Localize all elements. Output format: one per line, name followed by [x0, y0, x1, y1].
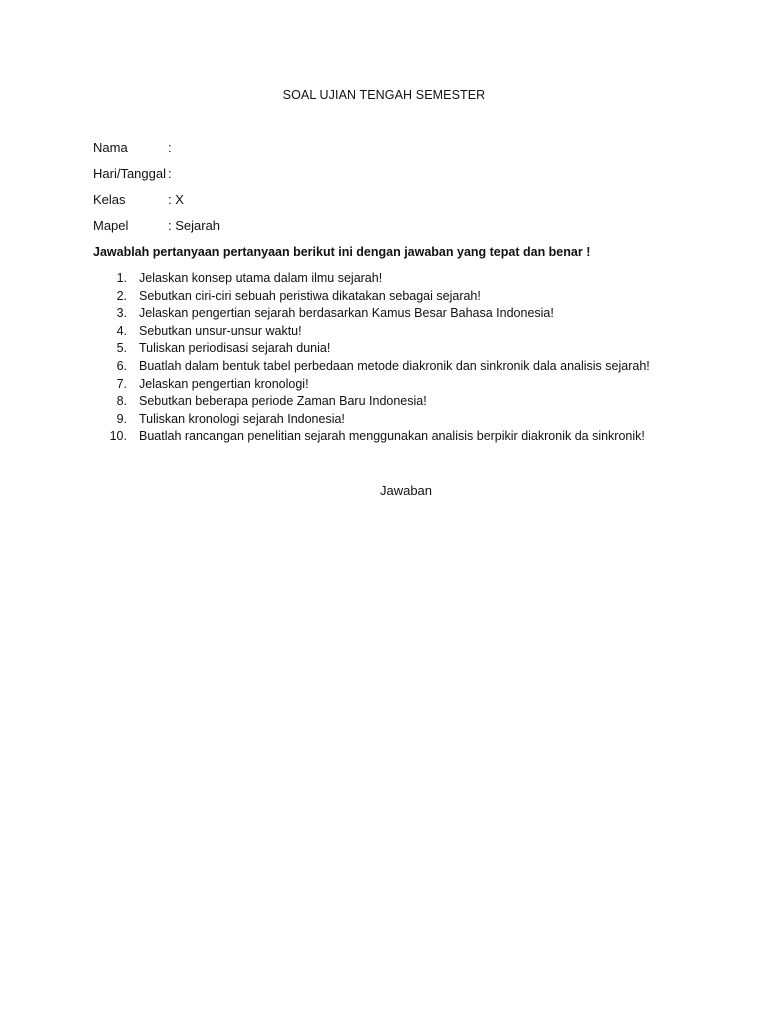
field-mapel — [93, 217, 220, 235]
question-number: 1. — [116, 271, 127, 285]
question-text: Sebutkan ciri-ciri sebuah peristiwa dikatakan sebagai sejarah! — [139, 288, 481, 303]
field-kelas — [93, 191, 184, 209]
question-number: 8. — [116, 394, 127, 409]
question-item — [93, 376, 650, 394]
question-number: 10. — [109, 429, 127, 444]
question-text: Tuliskan periodisasi sejarah dunia! — [139, 341, 331, 356]
field-value: : — [168, 140, 172, 155]
question-text: Tuliskan kronologi sejarah Indonesia! — [139, 411, 345, 426]
question-text: Sebutkan unsur-unsur waktu! — [139, 323, 302, 338]
question-list — [93, 270, 650, 446]
question-text: Sebutkan beberapa periode Zaman Baru Indonesia! — [139, 394, 427, 409]
question-number: 6. — [116, 358, 127, 373]
instruction-text: Jawablah pertanyaan pertanyaan berikut ini dengan jawaban yang tepat dan benar ! — [93, 245, 591, 259]
question-item — [93, 393, 650, 411]
question-text: Jelaskan pengertian sejarah berdasarkan Kamus Besar Bahasa Indonesia! — [139, 306, 554, 321]
question-text: Jelaskan pengertian kronologi! — [139, 376, 309, 391]
question-number: 2. — [116, 288, 127, 303]
question-item — [93, 288, 650, 306]
question-item — [93, 340, 650, 358]
question-number: 9. — [116, 411, 127, 426]
question-number: 3. — [116, 306, 127, 321]
question-text: Buatlah rancangan penelitian sejarah menggunakan analisis berpikir diakronik da sinkronik! — [139, 429, 645, 444]
question-text: Buatlah dalam bentuk tabel perbedaan metode diakronik dan sinkronik dala analisis sejarah! — [139, 358, 650, 373]
field-label: Mapel — [93, 218, 129, 233]
question-item — [93, 411, 650, 429]
question-item — [93, 428, 650, 446]
question-item — [93, 323, 650, 341]
question-number: 5. — [116, 341, 127, 356]
question-item — [93, 358, 650, 376]
field-value: : X — [168, 192, 184, 207]
question-number: 7. — [116, 376, 127, 391]
field-value: : Sejarah — [168, 218, 221, 233]
field-label: Hari/Tanggal — [93, 166, 166, 181]
field-label: Nama — [93, 140, 128, 155]
question-text: Jelaskan konsep utama dalam ilmu sejarah! — [139, 271, 383, 285]
question-item — [93, 270, 650, 288]
question-item — [93, 305, 650, 323]
answer-heading: Jawaban — [379, 483, 433, 498]
field-hari-tanggal — [93, 165, 172, 183]
field-label: Kelas — [93, 192, 126, 207]
field-nama — [93, 139, 172, 157]
field-value: : — [168, 166, 172, 181]
question-number: 4. — [116, 323, 127, 338]
page-title: SOAL UJIAN TENGAH SEMESTER — [282, 88, 486, 102]
